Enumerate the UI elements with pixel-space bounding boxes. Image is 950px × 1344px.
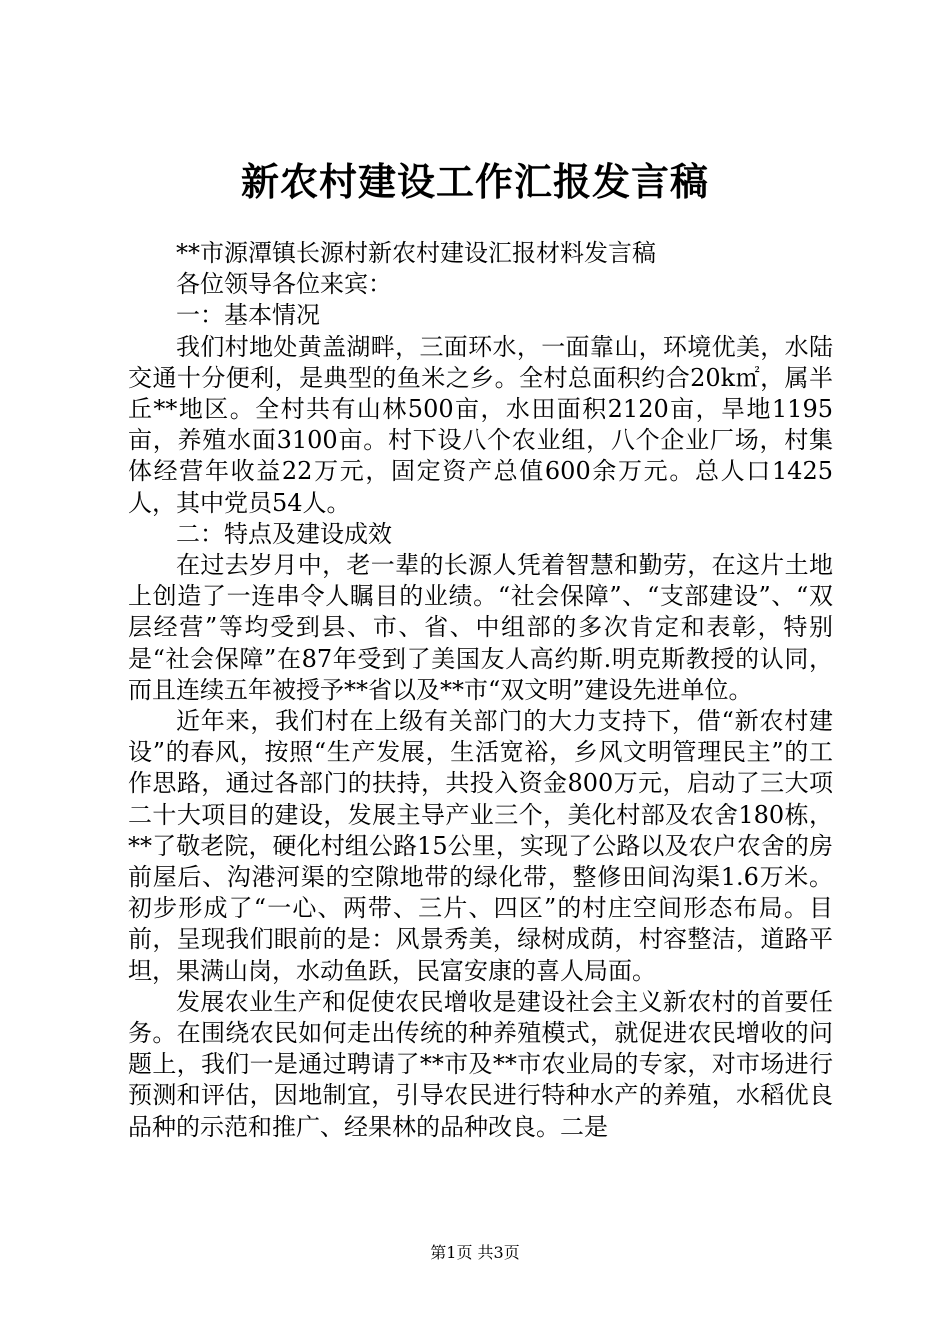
paragraph-history: 在过去岁月中，老一辈的长源人凭着智慧和勤劳，在这片土地上创造了一连串令人瞩目的业绩。“社会保障”、“支部建设”、“双层经营”等均受到县、市、省、中组部的多次肯定和表彰，特别是“社会保障”在87年受到了美国友人高约斯.明克斯教授的认同，而且连续五年被授予**省以及**市“双文明”建设先进单位。	[128, 551, 833, 704]
page-footer: 第1页 共3页	[430, 1243, 520, 1262]
section-heading-features: 二：特点及建设成效	[176, 519, 392, 548]
paragraph-agriculture: 发展农业生产和促使农民增收是建设社会主义新农村的首要任务。在围绕农民如何走出传统的种养殖模式，就促进农民增收的问题上，我们一是通过聘请了**市及**市农业局的专家，对市场进行预测和评估，因地制宜，引导农民进行特种水产的养殖，水稻优良品种的示范和推广、经果林的品种改良。二是	[128, 987, 833, 1141]
paragraph-subtitle: **市源潭镇长源村新农村建设汇报材料发言稿	[176, 239, 656, 267]
document-title: 新农村建设工作汇报发言稿	[240, 159, 709, 204]
document-body	[128, 238, 833, 1143]
paragraph-recent-years: 近年来，我们村在上级有关部门的大力支持下，借“新农村建设”的春风，按照“生产发展，生活宽裕，乡风文明管理民主”的工作思路，通过各部门的扶持，共投入资金800万元，启动了三大项二十大项目的建设，发展主导产业三个，美化村部及农舍180栋，**了敬老院，硬化村组公路15公里，实现了公路以及农户农舍的房前屋后、沟港河渠的空隙地带的绿化带，整修田间沟渠1.6万米。初步形成了“一心、两带、三片、四区”的村庄空间形态布局。目前，呈现我们眼前的是：风景秀美，绿树成荫，村容整洁，道路平坦，果满山岗，水动鱼跃，民富安康的喜人局面。	[128, 707, 833, 985]
paragraph-salutation: 各位领导各位来宾：	[176, 270, 392, 299]
section-heading-basic-situation: 一：基本情况	[176, 301, 320, 330]
paragraph-basic-situation: 我们村地处黄盖湖畔，三面环水，一面靠山，环境优美，水陆交通十分便利，是典型的鱼米之乡。全村总面积约合20k㎡，属半丘**地区。全村共有山林500亩，水田面积2120亩，旱地1195亩，养殖水面3100亩。村下设八个农业组，八个企业厂场，村集体经营年收益22万元，固定资产总值600余万元。总人口1425人，其中党员54人。	[128, 332, 833, 517]
